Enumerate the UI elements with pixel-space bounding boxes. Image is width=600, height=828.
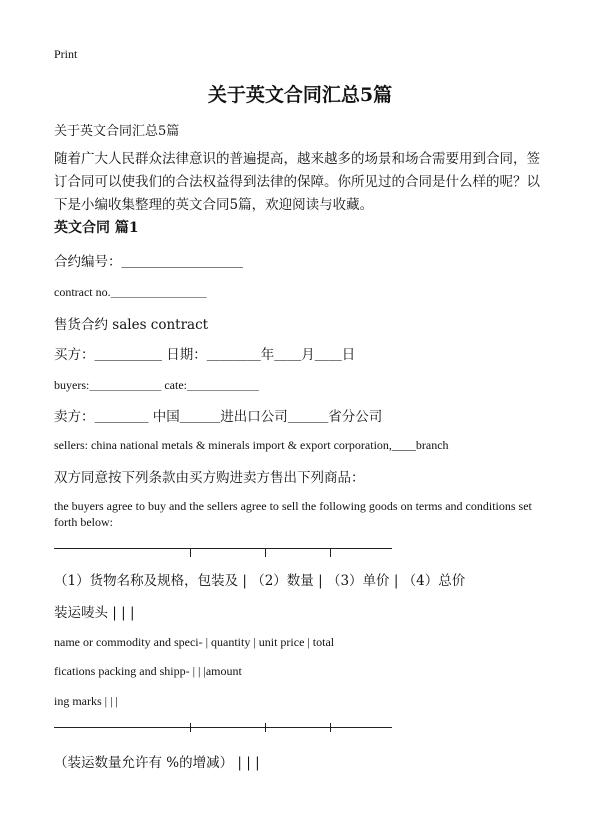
- seller-en: sellers: china national metals & minerals import & export corporation,____branch: [54, 438, 449, 452]
- quantity-allowance-line: （装运数量允许有 %的增减） | | |: [54, 755, 260, 771]
- table-header-en: name or commodity and speci- | quantity | unit price | total: [54, 635, 335, 649]
- table-tick: [190, 723, 191, 732]
- table-tick: [330, 548, 331, 557]
- table-rule-top: [54, 548, 392, 549]
- table-header-cn: （1）货物名称及规格，包装及 | （2）数量 | （3）单价 | （4）总价: [54, 573, 466, 589]
- table-tick: [265, 723, 266, 732]
- table-tick: [265, 548, 266, 557]
- section-heading: 英文合同 篇1: [54, 220, 139, 236]
- agreement-cn: 双方同意按下列条款由买方购进卖方售出下列商品：: [54, 470, 365, 486]
- intro-paragraph: 随着广大人民群众法律意识的普遍提高，越来越多的场景和场合需要用到合同，签订合同可以使我们的合法权益得到法律的保障。你所见过的合同是什么样的呢？以下是小编收集整理的英文合同5篇，欢迎阅读与收藏。: [54, 151, 540, 213]
- buyer-date-cn: 买方：＿＿＿＿＿ 日期：＿＿＿＿年＿＿月＿＿日: [54, 347, 356, 363]
- sales-contract-line: 售货合约 sales contract: [54, 317, 209, 333]
- contract-number-cn: 合约编号：＿＿＿＿＿＿＿＿＿: [54, 254, 243, 270]
- buyer-date-en: buyers:＿＿＿＿＿＿ cate:＿＿＿＿＿＿: [54, 378, 259, 392]
- table-header-en-cont: fications packing and shipp- | | |amount: [54, 664, 242, 678]
- table-header-cn-cont: 装运唛头 | | |: [54, 605, 135, 621]
- document-subtitle: 关于英文合同汇总5篇: [54, 124, 180, 139]
- agreement-en: the buyers agree to buy and the sellers agree to sell the following goods on terms and conditions set forth below:: [54, 499, 532, 529]
- document-title: 关于英文合同汇总5篇: [207, 84, 393, 106]
- print-link[interactable]: Print: [54, 47, 78, 61]
- seller-cn: 卖方：＿＿＿＿ 中国＿＿＿进出口公司＿＿＿省分公司: [54, 409, 383, 425]
- table-header-en-cont2: ing marks | | |: [54, 694, 118, 708]
- table-tick: [190, 548, 191, 557]
- contract-number-en: contract no.＿＿＿＿＿＿＿＿: [54, 285, 207, 299]
- table-tick: [330, 723, 331, 732]
- table-rule-bottom: [54, 727, 392, 728]
